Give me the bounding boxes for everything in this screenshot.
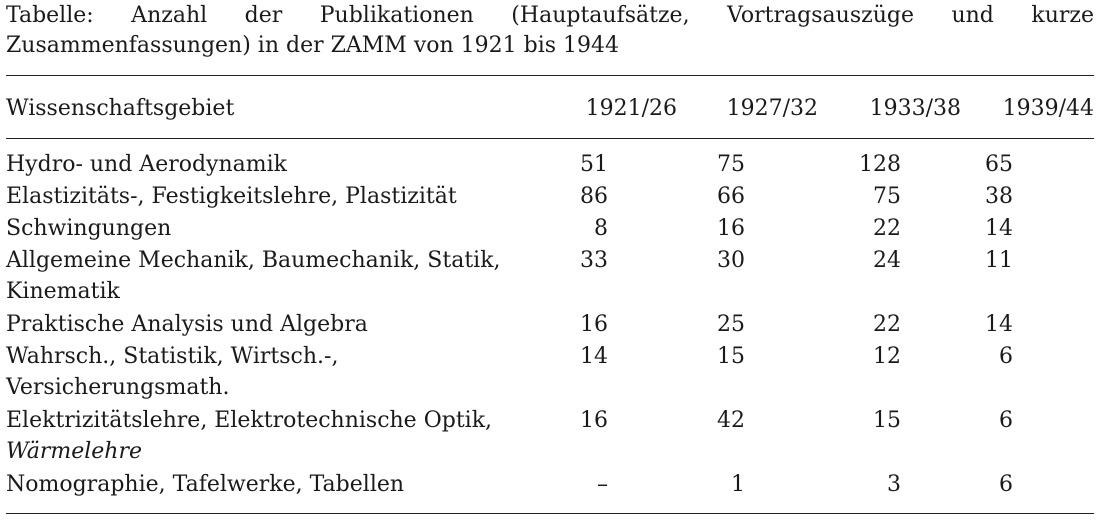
cell-1921-26: 16 xyxy=(580,408,608,433)
cell-1933-38: 24 xyxy=(873,248,901,273)
table-row xyxy=(0,405,1100,469)
top-rule xyxy=(6,75,1094,76)
row-label-line-1: Elektrizitätslehre, Elektrotechnische Optik, xyxy=(6,408,493,433)
row-label: Praktische Analysis und Algebra xyxy=(6,312,368,337)
cell-1921-26: 16 xyxy=(580,312,608,337)
cell-1939-44: 38 xyxy=(985,184,1013,209)
table-row xyxy=(0,469,1100,501)
column-header-1921-26: 1921/26 xyxy=(585,96,677,121)
cell-1927-32: 15 xyxy=(717,344,745,369)
cell-1933-38: 3 xyxy=(887,472,901,497)
cell-1927-32: 66 xyxy=(717,184,745,209)
cell-1939-44: 65 xyxy=(985,152,1013,177)
cell-1939-44: 6 xyxy=(999,472,1013,497)
cell-1933-38: 75 xyxy=(873,184,901,209)
cell-1933-38: 12 xyxy=(873,344,901,369)
column-header-field: Wissenschaftsgebiet xyxy=(6,96,235,121)
row-label xyxy=(6,405,536,467)
row-label-line-2: Wärmelehre xyxy=(6,439,142,464)
cell-1939-44: 6 xyxy=(999,344,1013,369)
column-header-1939-44: 1939/44 xyxy=(1002,96,1094,121)
row-label-line-1: Allgemeine Mechanik, Baumechanik, Statik, xyxy=(6,248,501,273)
table-row xyxy=(0,341,1100,405)
cell-1927-32: 42 xyxy=(717,408,745,433)
cell-1933-38: 22 xyxy=(873,312,901,337)
row-label-line-2: Kinematik xyxy=(6,279,120,304)
column-header-1927-32: 1927/32 xyxy=(726,96,818,121)
cell-1921-26: – xyxy=(597,472,608,497)
cell-1933-38: 15 xyxy=(873,408,901,433)
row-label: Hydro- und Aerodynamik xyxy=(6,152,287,177)
bottom-rule xyxy=(6,513,1094,514)
cell-1921-26: 86 xyxy=(580,184,608,209)
row-label-line-2: Versicherungsmath. xyxy=(6,375,230,400)
table-row xyxy=(0,181,1100,213)
cell-1927-32: 16 xyxy=(717,216,745,241)
table-row xyxy=(0,309,1100,341)
cell-1939-44: 6 xyxy=(999,408,1013,433)
row-label: Schwingungen xyxy=(6,216,172,241)
cell-1927-32: 75 xyxy=(717,152,745,177)
cell-1933-38: 22 xyxy=(873,216,901,241)
row-label xyxy=(6,245,536,307)
cell-1939-44: 11 xyxy=(985,248,1013,273)
table-row xyxy=(0,149,1100,181)
cell-1927-32: 1 xyxy=(731,472,745,497)
row-label xyxy=(6,341,536,403)
column-header-1933-38: 1933/38 xyxy=(869,96,961,121)
row-label: Elastizitäts-, Festigkeitslehre, Plastizität xyxy=(6,184,457,209)
cell-1933-38: 128 xyxy=(859,152,901,177)
cell-1921-26: 14 xyxy=(580,344,608,369)
cell-1921-26: 33 xyxy=(580,248,608,273)
table-caption: Tabelle: Anzahl der Publikationen (Hauptaufsätze, Vortragsauszüge und kurze Zusammenfassungen) in der ZAMM von 1921 bis 1944 xyxy=(6,3,1094,58)
row-label-line-1: Wahrsch., Statistik, Wirtsch.-, xyxy=(6,344,339,369)
row-label: Nomographie, Tafelwerke, Tabellen xyxy=(6,472,405,497)
cell-1921-26: 8 xyxy=(594,216,608,241)
cell-1921-26: 51 xyxy=(580,152,608,177)
cell-1939-44: 14 xyxy=(985,312,1013,337)
cell-1927-32: 30 xyxy=(717,248,745,273)
header-rule xyxy=(6,138,1094,139)
cell-1939-44: 14 xyxy=(985,216,1013,241)
cell-1927-32: 25 xyxy=(717,312,745,337)
table-row xyxy=(0,213,1100,245)
table-row xyxy=(0,245,1100,309)
table-body xyxy=(0,149,1100,501)
